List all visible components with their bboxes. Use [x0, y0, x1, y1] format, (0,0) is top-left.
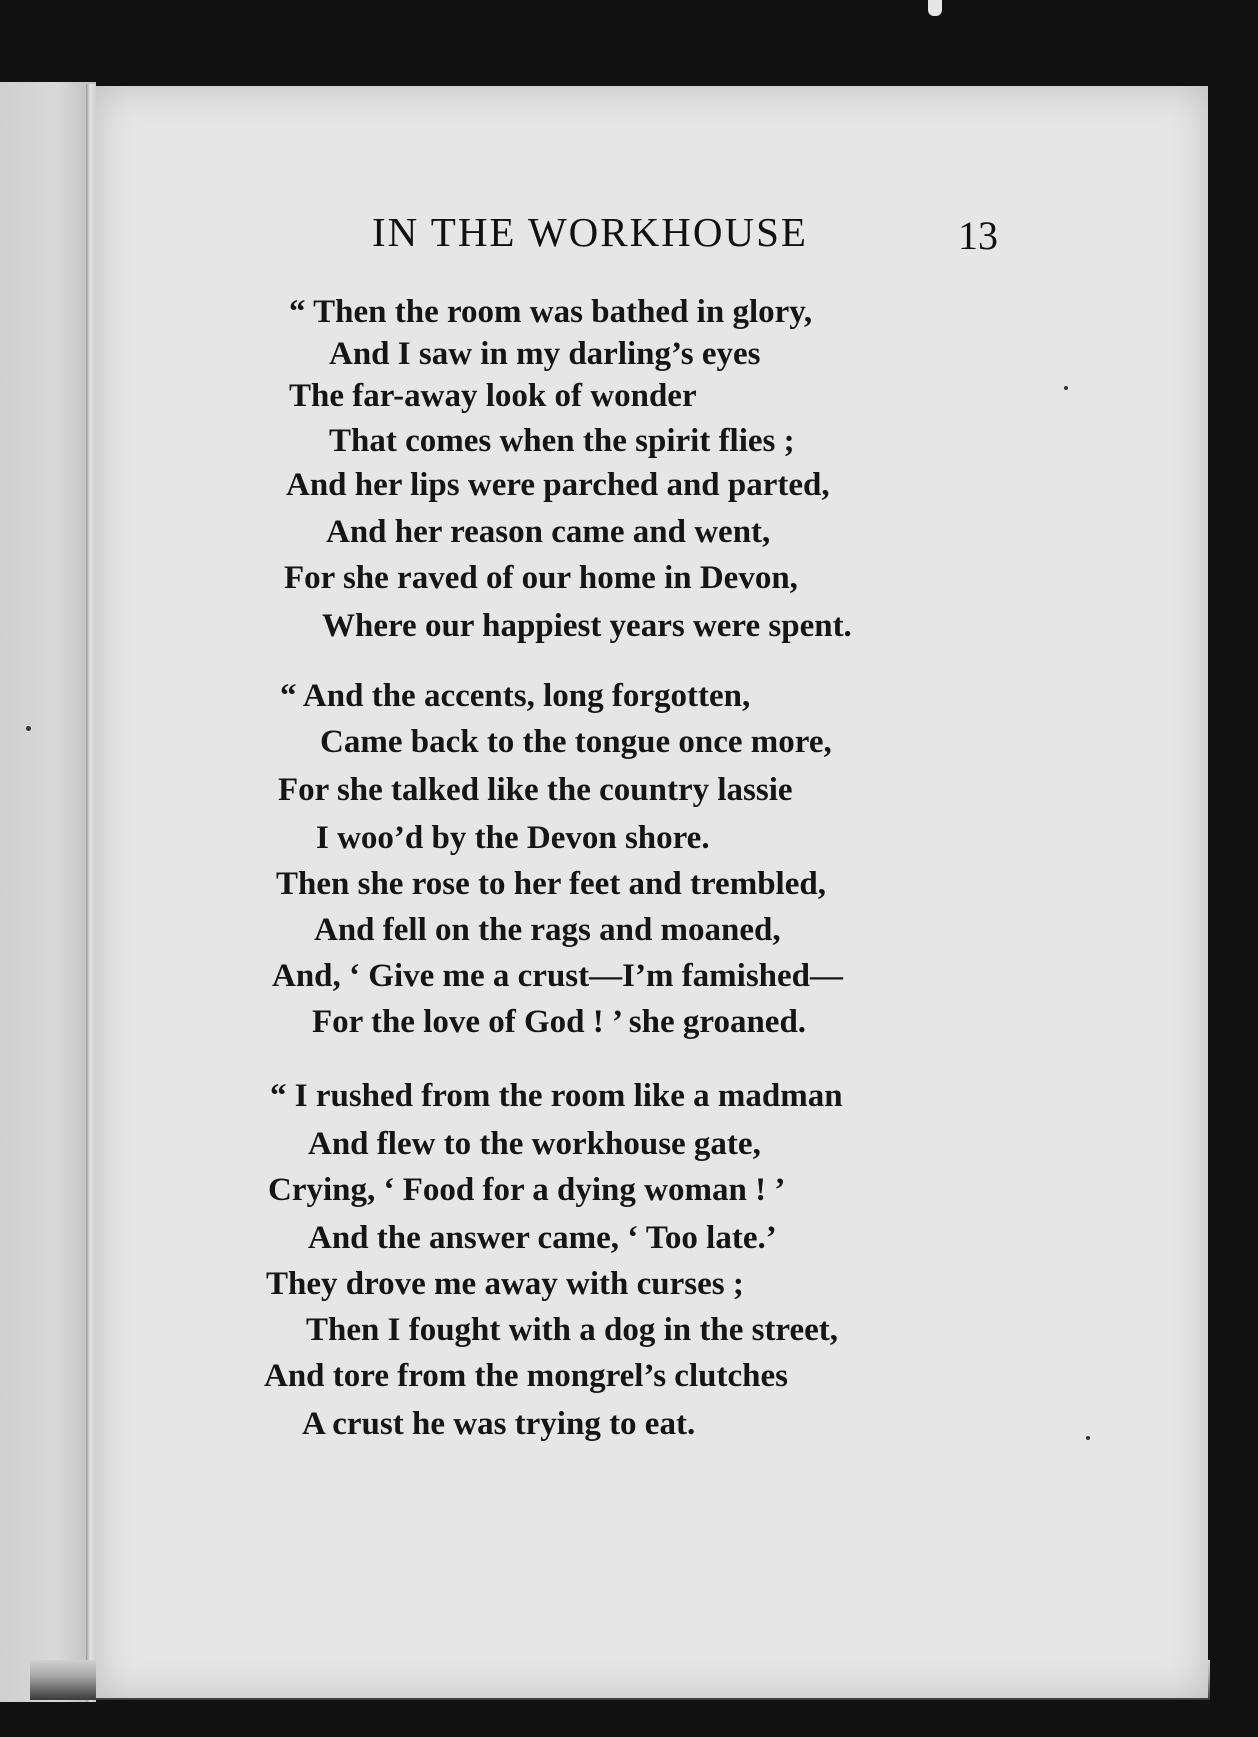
poem-line: And flew to the workhouse gate, [308, 1126, 761, 1162]
poem-line: “ I rushed from the room like a madman [270, 1078, 843, 1114]
poem-line: Then she rose to her feet and trembled, [276, 866, 826, 902]
poem-line: Crying, ‘ Food for a dying woman ! ’ [268, 1172, 786, 1208]
poem-line: “ Then the room was bathed in glory, [289, 294, 813, 330]
running-title: IN THE WORKHOUSE [372, 209, 808, 255]
poem-line: And I saw in my darling’s eyes [329, 336, 761, 372]
poem-line: “ And the accents, long forgotten, [280, 678, 751, 714]
poem-line: For the love of God ! ’ she groaned. [312, 1004, 807, 1040]
poem-line: Then I fought with a dog in the street, [306, 1312, 839, 1348]
poem-line: A crust he was trying to eat. [302, 1406, 696, 1442]
poem-line: And her reason came and went, [326, 514, 771, 550]
poem-line: And tore from the mongrel’s clutches [264, 1358, 788, 1394]
poem-line: They drove me away with curses ; [266, 1266, 744, 1302]
poem-line: And fell on the rags and moaned, [314, 912, 781, 948]
poem-line: The far-away look of wonder [289, 378, 697, 414]
poem-line: Where our happiest years were spent. [322, 608, 852, 644]
page-number: 13 [958, 213, 998, 258]
poem-line: For she talked like the country lassie [278, 772, 793, 808]
poem-line: And her lips were parched and parted, [286, 467, 830, 503]
poem-line: And, ‘ Give me a crust—I’m famished— [272, 958, 844, 994]
poem-line: Came back to the tongue once more, [320, 724, 832, 760]
poem-line: That comes when the spirit flies ; [329, 423, 795, 459]
poem-line: And the answer came, ‘ Too late.’ [308, 1220, 777, 1256]
poem-line: I woo’d by the Devon shore. [316, 820, 710, 856]
poem-line: For she raved of our home in Devon, [284, 560, 798, 596]
